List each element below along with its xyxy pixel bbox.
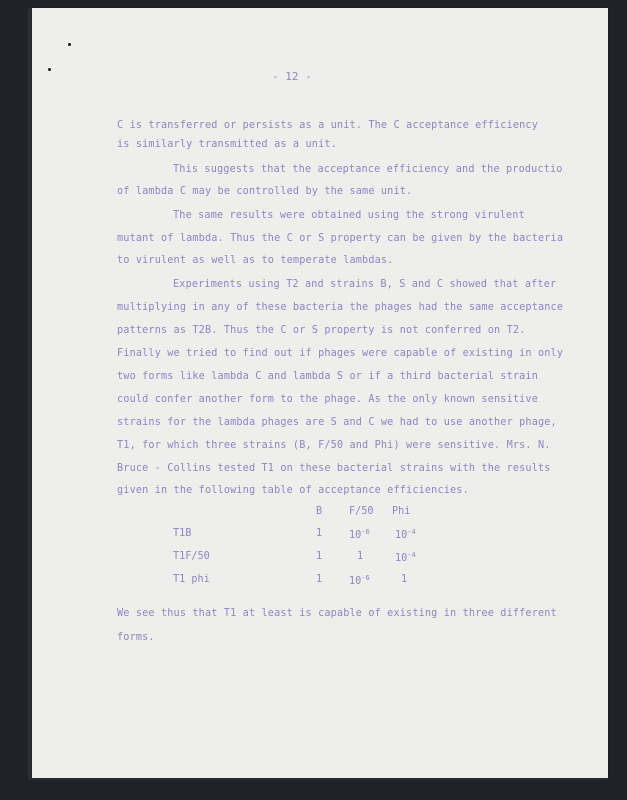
- table-cell: 1: [401, 574, 408, 585]
- table-cell: $10^{-4}$: [395, 551, 416, 564]
- table-cell: $10^{-6}$: [349, 528, 370, 541]
- row-label: T1 phi: [173, 574, 210, 585]
- text-line: given in the following table of acceptance efficiencies.: [117, 485, 469, 496]
- text-line: of lambda C may be controlled by the same unit.: [117, 186, 413, 197]
- text-line: We see thus that T1 at least is capable of existing in three different: [117, 608, 557, 619]
- row-label: T1F/50: [173, 551, 210, 562]
- text-line: Experiments using T2 and strains B, S and C showed that after: [173, 279, 557, 290]
- text-line: could confer another form to the phage. As the only known sensitive: [117, 394, 538, 405]
- table-cell: $10^{-4}$: [395, 528, 416, 541]
- text-line: mutant of lambda. Thus the C or S property can be given by the bacteria: [117, 233, 564, 244]
- table-cell: $10^{-6}$: [349, 574, 370, 587]
- text-line: strains for the lambda phages are S and C we had to use another phage,: [117, 417, 557, 428]
- ink-dot: [68, 43, 71, 46]
- text-line: is similarly transmitted as a unit.: [117, 139, 337, 150]
- text-line: This suggests that the acceptance efficiency and the productio: [173, 164, 563, 175]
- table-cell: 1: [316, 528, 323, 539]
- text-line: Finally we tried to find out if phages were capable of existing in only: [117, 348, 564, 359]
- page-number: - 12 -: [272, 70, 312, 83]
- table-cell: 1: [316, 574, 323, 585]
- row-label: T1B: [173, 528, 192, 539]
- text-line: patterns as T2B. Thus the C or S property is not conferred on T2.: [117, 325, 526, 336]
- column-header: B: [316, 506, 323, 517]
- text-line: multiplying in any of these bacteria the phages had the same acceptance: [117, 302, 564, 313]
- acceptance-table: [173, 506, 443, 590]
- text-line: forms.: [117, 632, 155, 643]
- column-header: Phi: [392, 506, 411, 517]
- ink-dot: [48, 68, 51, 71]
- text-line: C is transferred or persists as a unit. The C acceptance efficiency: [117, 120, 538, 131]
- text-line: Bruce - Collins tested T1 on these bacterial strains with the results: [117, 463, 551, 474]
- column-header: F/50: [349, 506, 374, 517]
- table-cell: 1: [357, 551, 364, 562]
- text-line: The same results were obtained using the strong virulent: [173, 210, 525, 221]
- text-line: to virulent as well as to temperate lambdas.: [117, 255, 394, 266]
- table-cell: 1: [316, 551, 323, 562]
- text-line: two forms like lambda C and lambda S or if a third bacterial strain: [117, 371, 538, 382]
- text-line: T1, for which three strains (B, F/50 and Phi) were sensitive. Mrs. N.: [117, 440, 551, 451]
